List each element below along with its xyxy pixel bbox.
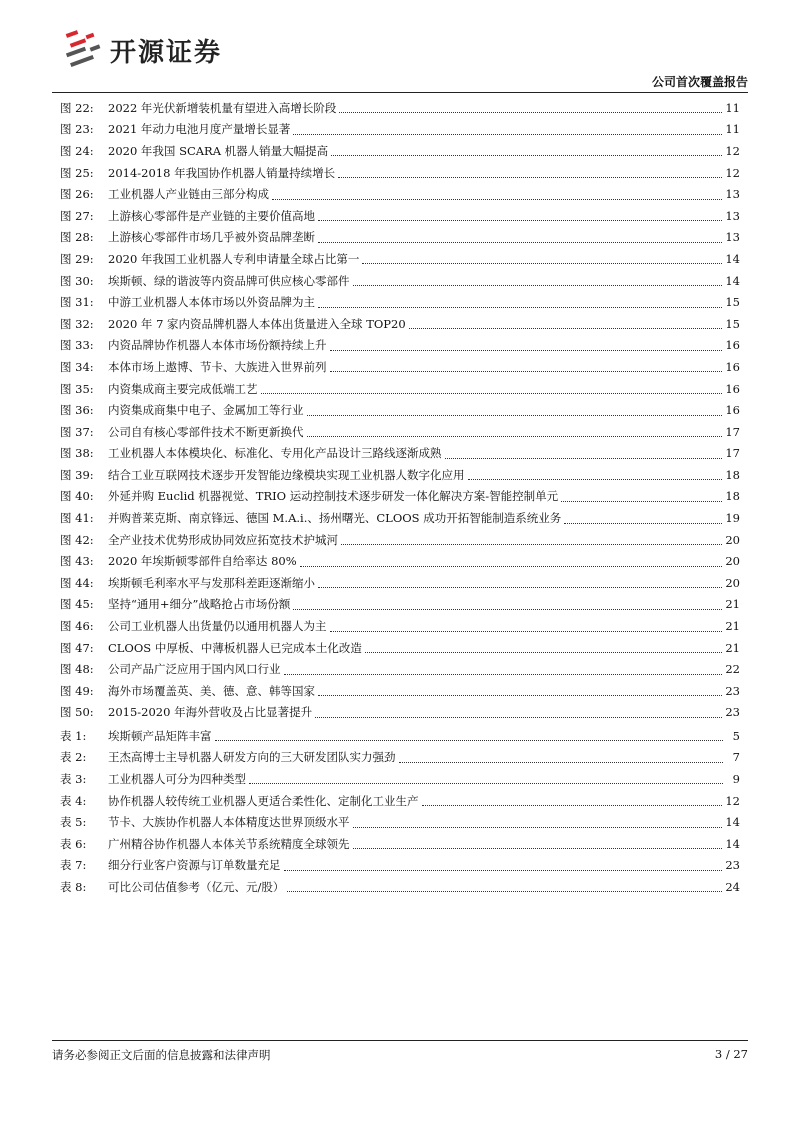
figure-entry[interactable]: [60, 227, 740, 249]
figure-entry-title: 上游核心零部件市场几乎被外资品牌垄断: [108, 230, 315, 245]
figure-entry-title: 内资品牌协作机器人本体市场份额持续上升: [108, 338, 327, 353]
figure-entry[interactable]: [60, 615, 740, 637]
figure-entry-title: 海外市场覆盖英、美、德、意、韩等国家: [108, 683, 315, 698]
figure-entry-label: 图 43:: [60, 554, 94, 569]
table-entry[interactable]: [60, 725, 740, 747]
dot-leader: [422, 805, 723, 806]
dot-leader: [215, 740, 724, 741]
figure-entry-label: 图 29:: [60, 251, 94, 266]
table-entry[interactable]: [60, 790, 740, 812]
figure-entry-label: 图 33:: [60, 338, 94, 353]
dot-leader: [445, 458, 723, 459]
figure-entry-title: 埃斯顿毛利率水平与发那科差距逐渐缩小: [108, 575, 315, 590]
footer-divider: [52, 1040, 748, 1041]
figure-entry-title: 2014-2018 年我国协作机器人销量持续增长: [108, 165, 336, 180]
brand-name: 开源证券: [110, 38, 223, 68]
table-entry-label: 表 4:: [60, 793, 87, 808]
figure-entry-page: 16: [725, 381, 740, 396]
table-entry[interactable]: [60, 768, 740, 790]
table-entry-label: 表 6:: [60, 836, 87, 851]
figure-entry[interactable]: [60, 550, 740, 572]
figure-entry[interactable]: [60, 248, 740, 270]
figure-entry-label: 图 49:: [60, 683, 94, 698]
figure-entry-page: 21: [725, 619, 740, 634]
figure-entry-page: 20: [725, 532, 740, 547]
figure-entry[interactable]: [60, 399, 740, 421]
figure-entry-page: 17: [725, 446, 740, 461]
figure-entry-title: 公司工业机器人出货量仍以通用机器人为主: [108, 619, 327, 634]
figure-entry-label: 图 22:: [60, 100, 94, 115]
dot-leader: [330, 631, 723, 632]
figure-entry[interactable]: [60, 702, 740, 724]
figure-entry[interactable]: [60, 119, 740, 141]
page-header: [0, 0, 793, 95]
table-entry-label: 表 1:: [60, 728, 87, 743]
figure-entry[interactable]: [60, 162, 740, 184]
dot-leader: [399, 762, 724, 763]
dot-leader: [287, 891, 722, 892]
figure-entry[interactable]: [60, 421, 740, 443]
table-entry[interactable]: [60, 833, 740, 855]
table-entry-label: 表 2:: [60, 750, 87, 765]
figure-entry-page: 18: [725, 467, 740, 482]
figure-entry[interactable]: [60, 205, 740, 227]
dot-leader: [564, 523, 722, 524]
figure-entry-label: 图 36:: [60, 403, 94, 418]
figure-entry-title: 外延并购 Euclid 机器视觉、TRIO 运动控制技术逐步研发一体化解决方案-智能控制单元: [108, 489, 559, 504]
figure-entry-title: 工业机器人产业链由三部分构成: [108, 187, 269, 202]
figure-entry-label: 图 28:: [60, 230, 94, 245]
figure-entry-page: 13: [725, 208, 740, 223]
figure-entry-page: 13: [725, 230, 740, 245]
table-entry-label: 表 8:: [60, 879, 87, 894]
figure-entry-label: 图 30:: [60, 273, 94, 288]
figure-entry-page: 21: [725, 640, 740, 655]
figure-entry[interactable]: [60, 313, 740, 335]
figure-entry-title: CLOOS 中厚板、中薄板机器人已完成本土化改造: [108, 640, 362, 655]
figure-entry-label: 图 45:: [60, 597, 94, 612]
figure-entry-title: 中游工业机器人本体市场以外资品牌为主: [108, 295, 315, 310]
table-list: [60, 725, 740, 898]
table-entry-title: 协作机器人较传统工业机器人更适合柔性化、定制化工业生产: [108, 793, 419, 808]
table-entry-page: 24: [725, 879, 740, 894]
figure-entry[interactable]: [60, 443, 740, 465]
dot-leader: [468, 479, 723, 480]
dot-leader: [284, 870, 723, 871]
figure-entry-label: 图 42:: [60, 532, 94, 547]
table-entry-page: 7: [732, 750, 740, 765]
dot-leader: [315, 717, 722, 718]
dot-leader: [330, 371, 723, 372]
dot-leader: [318, 695, 722, 696]
dot-leader: [353, 848, 723, 849]
table-entry-page: 9: [732, 771, 740, 786]
figure-entry-title: 内资集成商集中电子、金属加工等行业: [108, 403, 304, 418]
dot-leader: [300, 566, 723, 567]
figure-entry-title: 公司产品广泛应用于国内风口行业: [108, 662, 281, 677]
figure-entry[interactable]: [60, 572, 740, 594]
figure-entry-label: 图 41:: [60, 511, 94, 526]
figure-entry-label: 图 34:: [60, 359, 94, 374]
figure-entry-page: 16: [725, 359, 740, 374]
figure-entry-page: 13: [725, 187, 740, 202]
figure-entry-title: 2021 年动力电池月度产量增长显著: [108, 122, 291, 137]
figure-entry[interactable]: [60, 637, 740, 659]
dot-leader: [353, 285, 723, 286]
figure-entry-page: 14: [725, 251, 740, 266]
figure-entry-title: 本体市场上遨博、节卡、大族进入世界前列: [108, 359, 327, 374]
figure-entry-title: 2015-2020 年海外营收及占比显著提升: [108, 705, 313, 720]
table-entry-page: 5: [732, 728, 740, 743]
figure-entry-page: 12: [725, 165, 740, 180]
figure-entry-title: 2020 年埃斯顿零部件自给率达 80%: [108, 554, 297, 569]
table-entry-title: 工业机器人可分为四种类型: [108, 771, 246, 786]
dot-leader: [561, 501, 722, 502]
dot-leader: [293, 134, 722, 135]
table-entry-title: 王杰高博士主导机器人研发方向的三大研发团队实力强劲: [108, 750, 396, 765]
dot-leader: [318, 242, 722, 243]
figure-entry-page: 15: [725, 316, 740, 331]
figure-entry[interactable]: [60, 270, 740, 292]
figure-entry-page: 17: [725, 424, 740, 439]
table-entry-label: 表 3:: [60, 771, 87, 786]
figure-entry-title: 2022 年光伏新增装机量有望进入高增长阶段: [108, 100, 337, 115]
figure-entry[interactable]: [60, 594, 740, 616]
dot-leader: [409, 328, 723, 329]
figure-entry[interactable]: [60, 658, 740, 680]
header-divider: [52, 92, 748, 93]
figure-entry-page: 21: [725, 597, 740, 612]
table-entry-page: 14: [725, 836, 740, 851]
table-entry-label: 表 7:: [60, 858, 87, 873]
figure-entry-page: 12: [725, 143, 740, 158]
table-entry-title: 节卡、大族协作机器人本体精度达世界顶级水平: [108, 815, 350, 830]
figure-entry-page: 20: [725, 554, 740, 569]
page-number: 3 / 27: [714, 1047, 748, 1061]
figure-entry-label: 图 26:: [60, 187, 94, 202]
dot-leader: [307, 415, 723, 416]
figure-entry-title: 埃斯顿、绿的谐波等内资品牌可供应核心零部件: [108, 273, 350, 288]
table-entry[interactable]: [60, 747, 740, 769]
figure-entry-label: 图 47:: [60, 640, 94, 655]
table-entry-page: 14: [725, 815, 740, 830]
figure-entry-label: 图 35:: [60, 381, 94, 396]
figure-entry[interactable]: [60, 291, 740, 313]
figure-entry-title: 2020 年我国 SCARA 机器人销量大幅提高: [108, 143, 329, 158]
figure-entry[interactable]: [60, 356, 740, 378]
figure-entry-page: 23: [725, 683, 740, 698]
figure-entry-page: 23: [725, 705, 740, 720]
figure-entry-page: 11: [725, 122, 740, 137]
figure-entry-page: 16: [725, 403, 740, 418]
figure-entry-label: 图 38:: [60, 446, 94, 461]
dot-leader: [330, 350, 723, 351]
figure-entry[interactable]: [60, 335, 740, 357]
figure-entry-label: 图 48:: [60, 662, 94, 677]
dot-leader: [272, 199, 722, 200]
figure-entry[interactable]: [60, 529, 740, 551]
figure-entry-label: 图 46:: [60, 619, 94, 634]
figure-entry-title: 坚持“通用+细分”战略抢占市场份额: [108, 597, 291, 612]
figure-entry-label: 图 44:: [60, 575, 94, 590]
figure-entry-title: 内资集成商主要完成低端工艺: [108, 381, 258, 396]
figure-entry-page: 11: [725, 100, 740, 115]
table-entry-title: 广州精谷协作机器人本体关节系统精度全球领先: [108, 836, 350, 851]
figure-entry-page: 20: [725, 575, 740, 590]
table-entry-label: 表 5:: [60, 815, 87, 830]
figure-entry[interactable]: [60, 464, 740, 486]
figure-entry[interactable]: [60, 507, 740, 529]
table-entry[interactable]: [60, 855, 740, 877]
figure-entry-title: 工业机器人本体模块化、标准化、专用化产品设计三路线逐渐成熟: [108, 446, 442, 461]
figure-entry-page: 14: [725, 273, 740, 288]
figure-entry-label: 图 24:: [60, 143, 94, 158]
figure-entry-page: 15: [725, 295, 740, 310]
figure-entry-label: 图 32:: [60, 316, 94, 331]
figure-entry-title: 2020 年我国工业机器人专利申请量全球占比第一: [108, 251, 360, 266]
table-entry-title: 细分行业客户资源与订单数量充足: [108, 858, 281, 873]
figure-entry[interactable]: [60, 680, 740, 702]
dot-leader: [338, 177, 722, 178]
figure-entry-label: 图 50:: [60, 705, 94, 720]
table-entry[interactable]: [60, 811, 740, 833]
figure-list: [60, 97, 740, 723]
dot-leader: [318, 307, 722, 308]
figure-entry-label: 图 27:: [60, 208, 94, 223]
figure-entry[interactable]: [60, 378, 740, 400]
dot-leader: [341, 544, 722, 545]
table-entry-page: 12: [725, 793, 740, 808]
report-type: 公司首次覆盖报告: [651, 75, 748, 89]
table-entry-title: 可比公司估值参考（亿元、元/股）: [108, 879, 285, 894]
figure-entry-label: 图 39:: [60, 467, 94, 482]
footer-disclaimer: 请务必参阅正文后面的信息披露和法律声明: [52, 1048, 271, 1062]
figure-entry-page: 18: [725, 489, 740, 504]
figure-entry[interactable]: [60, 486, 740, 508]
figure-entry-label: 图 37:: [60, 424, 94, 439]
figure-entry-label: 图 23:: [60, 122, 94, 137]
figure-entry-title: 2020 年 7 家内资品牌机器人本体出货量进入全球 TOP20: [108, 316, 406, 331]
dot-leader: [293, 609, 722, 610]
figure-entry-label: 图 31:: [60, 295, 94, 310]
table-entry-page: 23: [725, 858, 740, 873]
dot-leader: [318, 220, 722, 221]
dot-leader: [261, 393, 723, 394]
table-entry-title: 埃斯顿产品矩阵丰富: [108, 728, 212, 743]
dot-leader: [307, 436, 723, 437]
dot-leader: [353, 827, 723, 828]
dot-leader: [249, 783, 723, 784]
figure-entry-page: 19: [725, 511, 740, 526]
figure-entry-title: 上游核心零部件是产业链的主要价值高地: [108, 208, 315, 223]
dot-leader: [318, 587, 722, 588]
figure-entry-page: 22: [725, 662, 740, 677]
dot-leader: [339, 112, 722, 113]
figure-entry-title: 公司自有核心零部件技术不断更新换代: [108, 424, 304, 439]
figure-entry[interactable]: [60, 97, 740, 119]
dot-leader: [365, 652, 723, 653]
figure-entry-page: 16: [725, 338, 740, 353]
figure-entry-title: 并购普莱克斯、南京锋远、德国 M.A.i.、扬州曙光、CLOOS 成功开拓智能制造系统业务: [108, 511, 562, 526]
dot-leader: [362, 263, 722, 264]
figure-entry-label: 图 40:: [60, 489, 94, 504]
dot-leader: [331, 155, 722, 156]
figure-entry[interactable]: [60, 183, 740, 205]
figure-entry-title: 结合工业互联网技术逐步开发智能边缘模块实现工业机器人数字化应用: [108, 467, 465, 482]
figure-entry-title: 全产业技术优势形成协同效应拓宽技术护城河: [108, 532, 338, 547]
table-entry[interactable]: [60, 876, 740, 898]
dot-leader: [284, 674, 723, 675]
figure-entry[interactable]: [60, 140, 740, 162]
figure-entry-label: 图 25:: [60, 165, 94, 180]
